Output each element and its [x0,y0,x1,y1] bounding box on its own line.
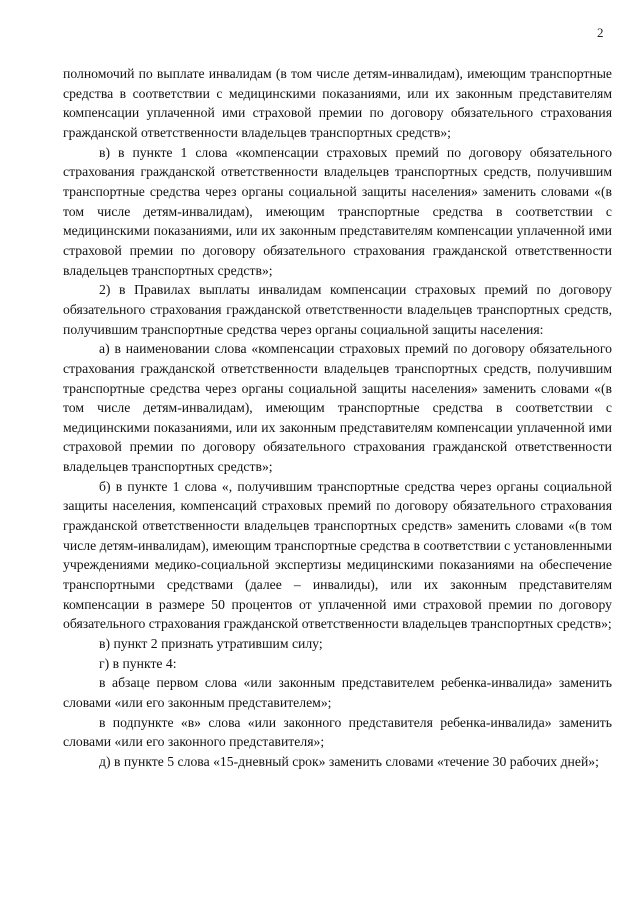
paragraph-item-g-point-4: г) в пункте 4: [99,655,177,671]
paragraph-subpoint-v: в подпункте «в» слова «или законного представителя ребенка-инвалида» заменить словами «или его законного представителя»; [63,714,612,750]
paragraph-item-b-point-1: б) в пункте 1 слова «, получившим транспортные средства через органы социальной защиты населения, компенсаций страховых премий по договору обязательного страхования гражданской ответственности владельцев транспортных средств» заменить словами «(в том числе детям-инвалидам), имеющим транспортные средства в соответствии с установленными учреждениями медико-социальной экспертизы медицинскими показаниями на обеспечение транспортными средствами (далее – инвалиды), или их законным представителям компенсации в размере 50 процентов от уплаченной ими страховой премии по договору обязательного страхования гражданской ответственности владельцев транспортных средств»; [63,478,612,632]
paragraph-item-v-point-1: в) в пункте 1 слова «компенсации страховых премий по договору обязательного страхования гражданской ответственности владельцев транспортных средств, получившим транспортные средства через органы социальной защиты населения» заменить словами «(в том числе детям-инвалидам), имеющим транспортные средства в соответствии с медицинскими показаниями, или их законным представителям компенсации уплаченной ими страховой премии по договору обязательного страхования гражданской ответственности владельцев транспортных средств»; [63,144,612,278]
paragraph-item-2-rules: 2) в Правилах выплаты инвалидам компенсации страховых премий по договору обязательного страхования гражданской ответственности владельцев транспортных средств, получившим транспортные средства через органы социальной защиты населения: [63,282,612,337]
document-body [63,64,612,772]
paragraph-item-a-title: а) в наименовании слова «компенсации страховых премий по договору обязательного страхования гражданской ответственности владельцев транспортных средств, получившим транспортные средства через органы социальной защиты населения» заменить словами «(в том числе детям-инвалидам), имеющим транспортные средства в соответствии с медицинскими показаниями, или их законным представителям компенсации уплаченной ими страховой премии по договору обязательного страхования гражданской ответственности владельцев транспортных средств»; [63,341,612,475]
paragraph-item-d-point-5: д) в пункте 5 слова «15-дневный срок» заменить словами «течение 30 рабочих дней»; [99,753,599,769]
paragraph-item-v-point-2: в) пункт 2 признать утратившим силу; [99,636,323,652]
paragraph-continuation: полномочий по выплате инвалидам (в том числе детям-инвалидам), имеющим транспортные средства в соответствии с медицинскими показаниями, или их законным представителям компенсации уплаченной ими страховой премии по договору обязательного страхования гражданской ответственности владельцев транспортных средств»; [63,66,612,140]
paragraph-first-abzac: в абзаце первом слова «или законным представителем ребенка-инвалида» заменить словами «или его законным представителем»; [63,675,612,710]
page-number: 2 [597,25,604,40]
